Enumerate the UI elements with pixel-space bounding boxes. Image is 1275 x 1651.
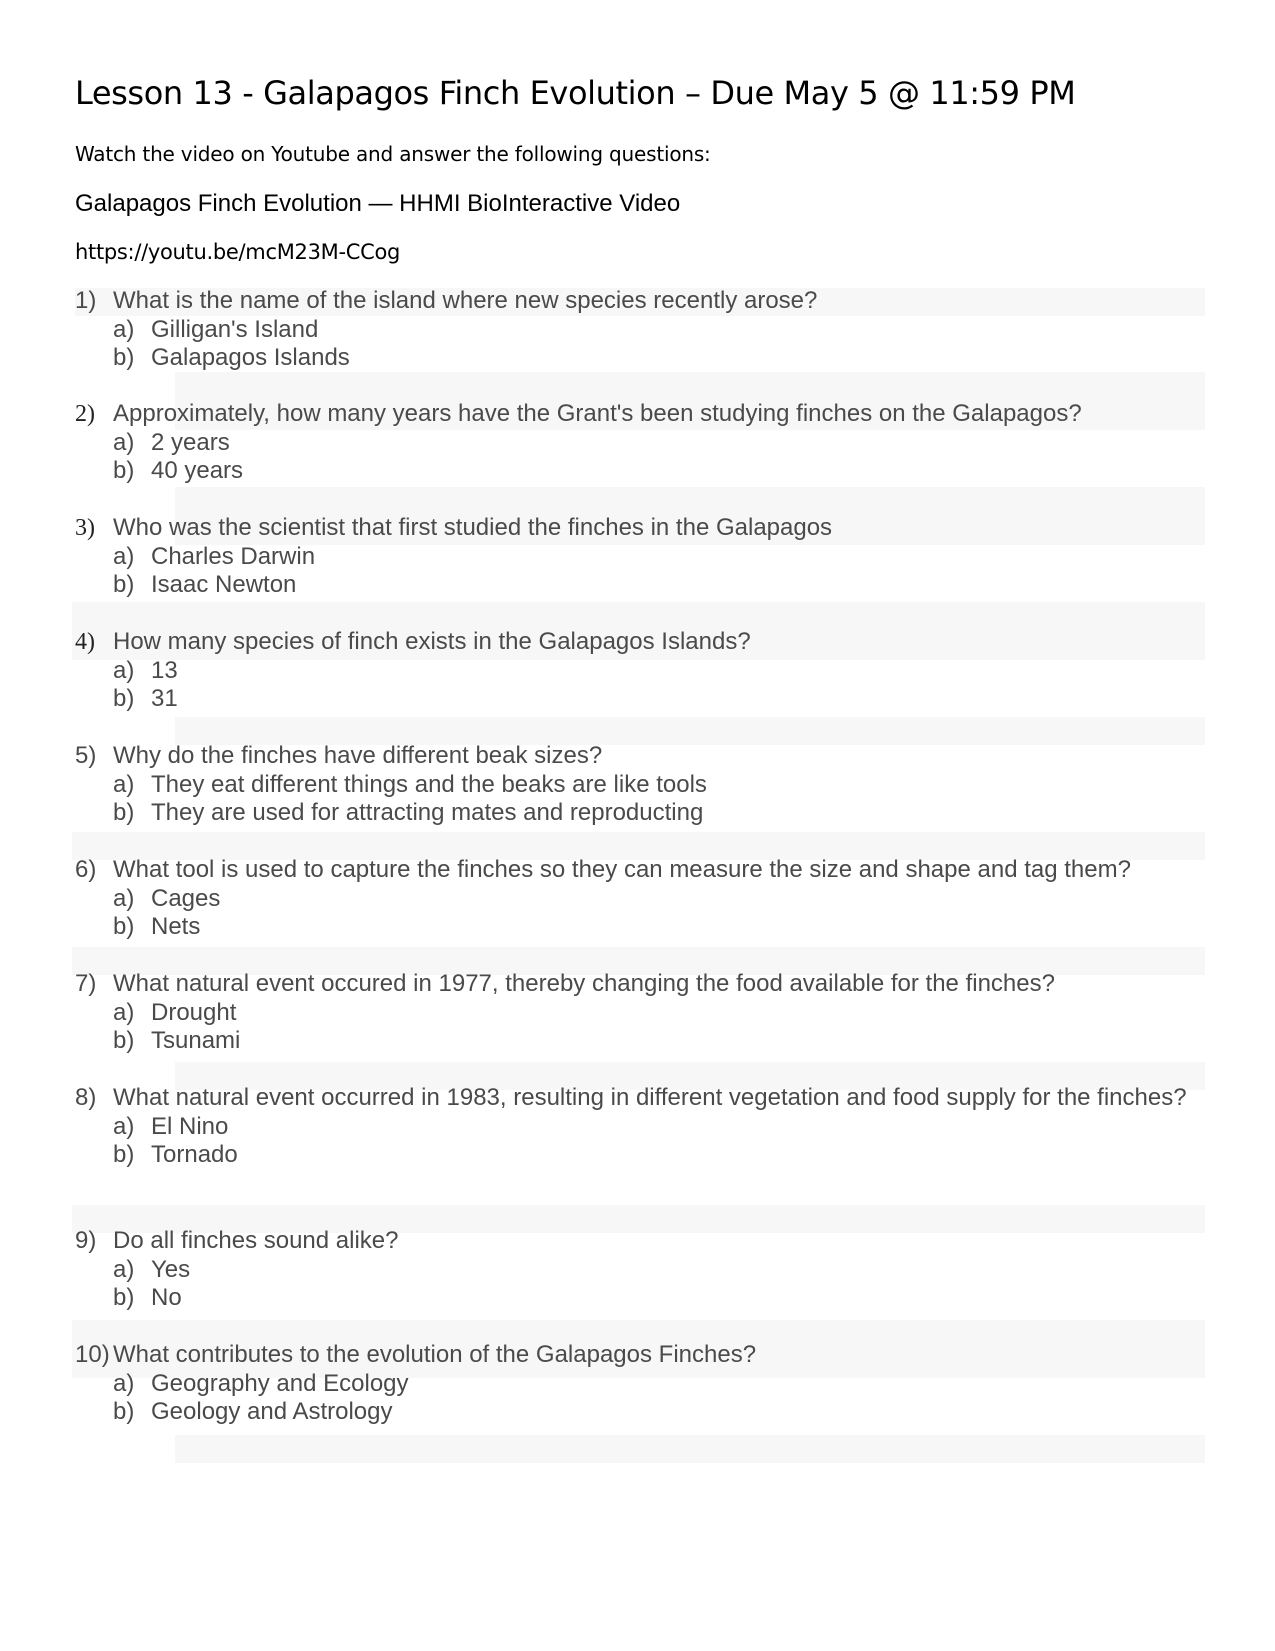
- option-letter: a): [113, 884, 135, 912]
- question-number: 5): [75, 742, 97, 769]
- option-text: They eat different things and the beaks are like tools: [151, 770, 707, 798]
- question-number: 1): [75, 287, 97, 314]
- option-text: Yes: [151, 1255, 191, 1283]
- question-9: [75, 1227, 1205, 1313]
- answer-option-b[interactable]: [75, 799, 1205, 828]
- option-text: Nets: [151, 913, 201, 941]
- answer-option-a[interactable]: [75, 1113, 1205, 1142]
- option-letter: a): [113, 656, 135, 684]
- question-prompt: [75, 970, 1205, 999]
- answer-option-a[interactable]: [75, 316, 1205, 345]
- answer-option-a[interactable]: [75, 429, 1205, 458]
- question-prompt: [75, 400, 1205, 429]
- question-prompt: [75, 742, 1205, 771]
- option-text: 13: [151, 656, 178, 684]
- question-text: Do all finches sound alike?: [113, 1227, 399, 1254]
- answer-option-a[interactable]: [75, 771, 1205, 800]
- option-text: Geology and Astrology: [151, 1398, 393, 1426]
- option-text: No: [151, 1284, 182, 1312]
- option-text: Charles Darwin: [151, 542, 316, 570]
- video-link[interactable]: https://youtu.be/mcM23M-CCog: [75, 240, 401, 264]
- option-letter: b): [113, 571, 135, 599]
- option-text: Tsunami: [151, 1027, 241, 1055]
- question-prompt: [75, 1341, 1205, 1370]
- question-number: 10): [75, 1341, 110, 1368]
- option-letter: b): [113, 344, 135, 372]
- question-number: 7): [75, 970, 97, 997]
- video-title: Galapagos Finch Evolution — HHMI BioInteractive Video: [75, 190, 681, 217]
- question-7: [75, 970, 1205, 1056]
- question-10: [75, 1341, 1205, 1427]
- option-letter: b): [113, 1141, 135, 1169]
- question-prompt: [75, 1227, 1205, 1256]
- answer-option-a[interactable]: [75, 1256, 1205, 1285]
- option-letter: b): [113, 1284, 135, 1312]
- answer-option-b[interactable]: [75, 1141, 1205, 1170]
- option-letter: a): [113, 770, 135, 798]
- question-prompt: [75, 1084, 1205, 1113]
- option-text: Tornado: [151, 1141, 238, 1169]
- option-text: Gilligan's Island: [151, 315, 319, 343]
- answer-option-a[interactable]: [75, 657, 1205, 686]
- question-number: 6): [75, 856, 97, 883]
- question-8: [75, 1084, 1205, 1170]
- question-number: 2): [75, 401, 95, 427]
- page-title: Lesson 13 - Galapagos Finch Evolution – Due May 5 @ 11:59 PM: [75, 74, 1076, 112]
- answer-option-a[interactable]: [75, 543, 1205, 572]
- answer-option-b[interactable]: [75, 571, 1205, 600]
- instructions-text: Watch the video on Youtube and answer the following questions:: [75, 142, 711, 166]
- question-number: 9): [75, 1227, 97, 1254]
- question-text: What natural event occured in 1977, thereby changing the food available for the finches?: [113, 970, 1055, 997]
- answer-option-b[interactable]: [75, 1027, 1205, 1056]
- option-text: They are used for attracting mates and reproducting: [151, 799, 704, 827]
- answer-option-b[interactable]: [75, 913, 1205, 942]
- option-letter: b): [113, 685, 135, 713]
- question-5: [75, 742, 1205, 828]
- shade-band: [175, 1435, 1205, 1463]
- question-text: What natural event occurred in 1983, resulting in different vegetation and food supply for the finches?: [113, 1084, 1187, 1111]
- question-1: [75, 287, 1205, 373]
- option-text: El Nino: [151, 1112, 229, 1140]
- option-text: Galapagos Islands: [151, 344, 350, 372]
- answer-option-b[interactable]: [75, 685, 1205, 714]
- option-text: 2 years: [151, 428, 230, 456]
- question-prompt: [75, 287, 1205, 316]
- answer-option-a[interactable]: [75, 999, 1205, 1028]
- option-text: 31: [151, 685, 178, 713]
- question-text: How many species of finch exists in the Galapagos Islands?: [113, 628, 751, 655]
- option-text: Geography and Ecology: [151, 1369, 409, 1397]
- option-text: Isaac Newton: [151, 571, 297, 599]
- option-letter: a): [113, 998, 135, 1026]
- option-letter: b): [113, 457, 135, 485]
- question-prompt: [75, 514, 1205, 543]
- option-letter: a): [113, 1112, 135, 1140]
- answer-option-a[interactable]: [75, 885, 1205, 914]
- answer-option-b[interactable]: [75, 457, 1205, 486]
- question-text: What is the name of the island where new species recently arose?: [113, 287, 818, 314]
- option-letter: b): [113, 799, 135, 827]
- option-text: Drought: [151, 998, 237, 1026]
- shade-band: [175, 717, 1205, 745]
- option-text: 40 years: [151, 457, 244, 485]
- option-letter: a): [113, 315, 135, 343]
- answer-option-a[interactable]: [75, 1370, 1205, 1399]
- answer-option-b[interactable]: [75, 1284, 1205, 1313]
- option-letter: a): [113, 428, 135, 456]
- question-prompt: [75, 628, 1205, 657]
- option-text: Cages: [151, 884, 221, 912]
- question-number: 3): [75, 515, 95, 541]
- option-letter: b): [113, 1398, 135, 1426]
- question-3: [75, 514, 1205, 600]
- question-4: [75, 628, 1205, 714]
- question-number: 8): [75, 1084, 97, 1111]
- question-prompt: [75, 856, 1205, 885]
- answer-option-b[interactable]: [75, 1398, 1205, 1427]
- question-number: 4): [75, 629, 95, 655]
- question-text: Who was the scientist that first studied the finches in the Galapagos: [113, 514, 833, 541]
- question-text: What tool is used to capture the finches so they can measure the size and shape and tag them?: [113, 856, 1131, 883]
- question-text: Approximately, how many years have the Grant's been studying finches on the Galapagos?: [113, 400, 1082, 427]
- question-6: [75, 856, 1205, 942]
- question-text: What contributes to the evolution of the Galapagos Finches?: [113, 1341, 757, 1368]
- question-2: [75, 400, 1205, 486]
- option-letter: a): [113, 1369, 135, 1397]
- option-letter: a): [113, 542, 135, 570]
- option-letter: b): [113, 1027, 135, 1055]
- answer-option-b[interactable]: [75, 344, 1205, 373]
- option-letter: b): [113, 913, 135, 941]
- question-text: Why do the finches have different beak sizes?: [113, 742, 603, 769]
- option-letter: a): [113, 1255, 135, 1283]
